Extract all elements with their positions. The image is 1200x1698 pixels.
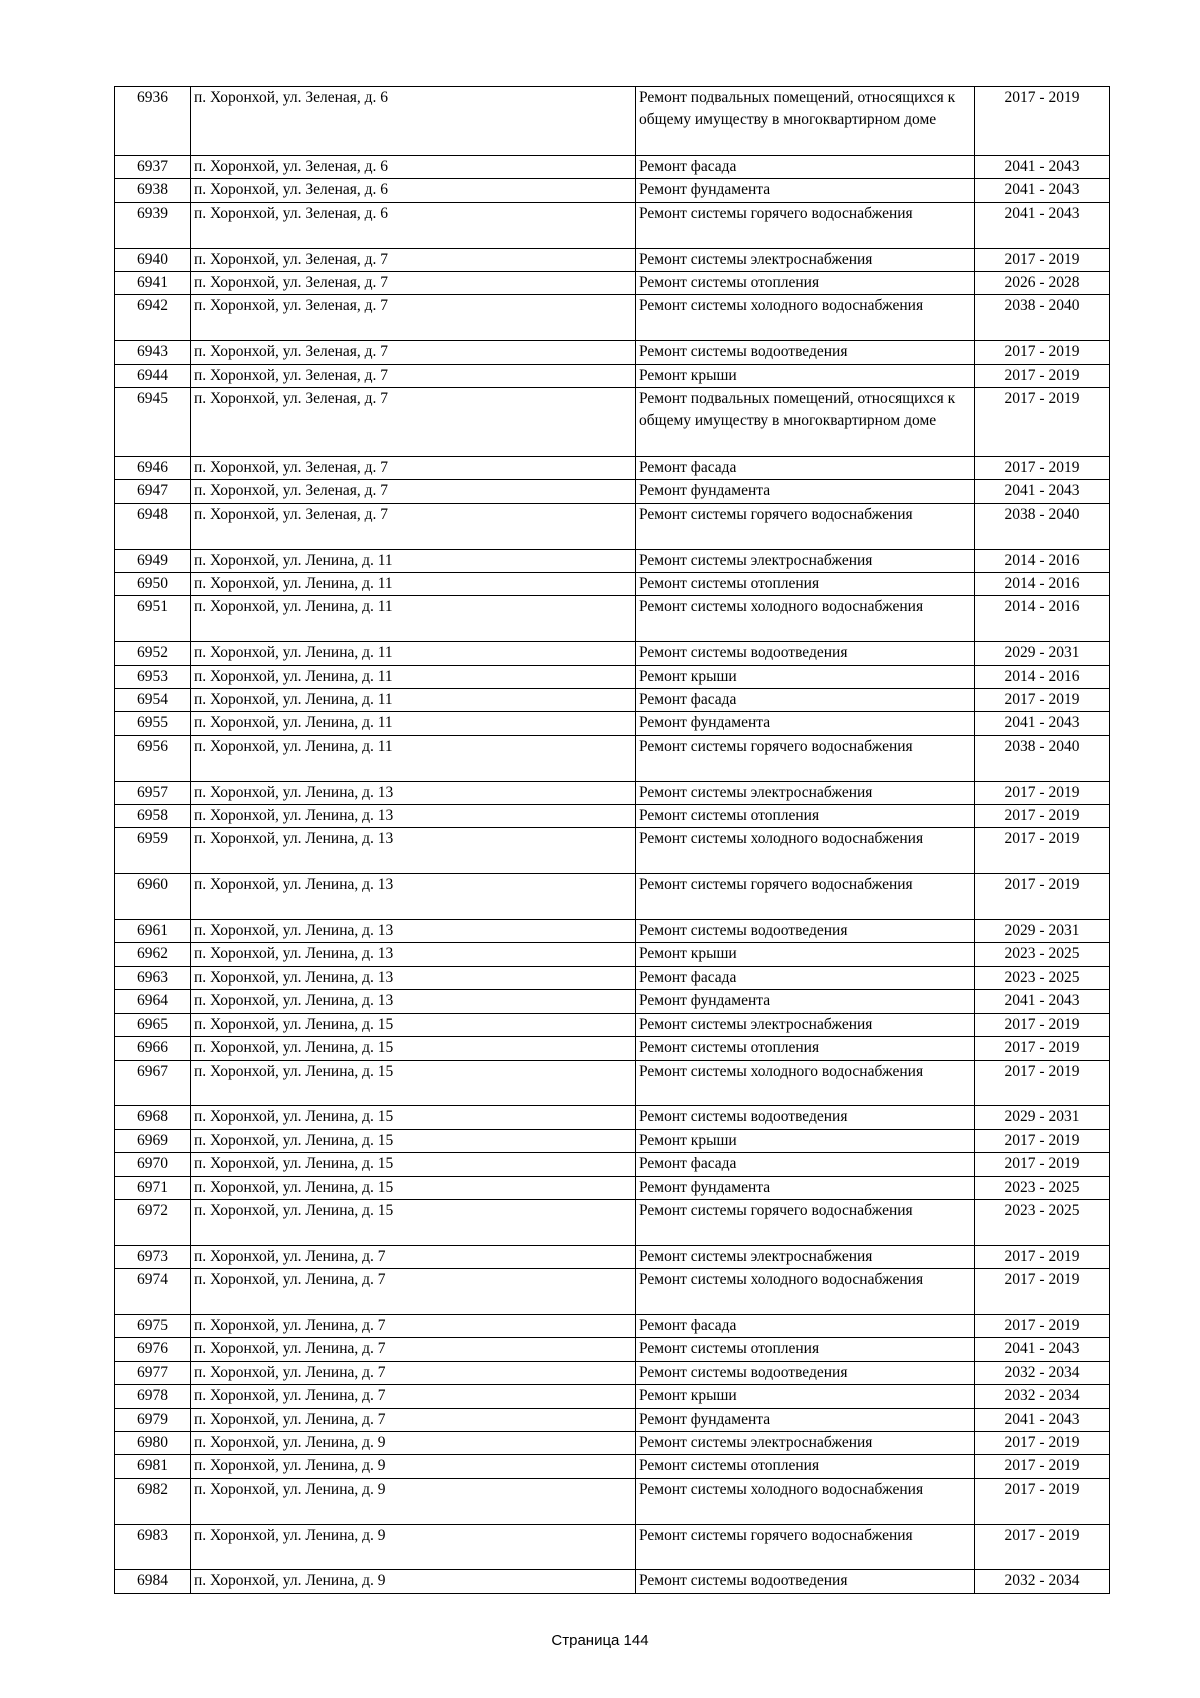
row-number: 6959 bbox=[115, 828, 191, 874]
row-address: п. Хоронхой, ул. Ленина, д. 9 bbox=[191, 1524, 636, 1570]
row-work-type: Ремонт фасада bbox=[636, 156, 975, 179]
row-period: 2023 - 2025 bbox=[975, 1199, 1110, 1245]
row-number: 6977 bbox=[115, 1361, 191, 1384]
row-number: 6960 bbox=[115, 874, 191, 920]
row-address: п. Хоронхой, ул. Зеленая, д. 7 bbox=[191, 503, 636, 549]
row-number: 6956 bbox=[115, 735, 191, 781]
row-number: 6947 bbox=[115, 480, 191, 503]
row-address: п. Хоронхой, ул. Ленина, д. 11 bbox=[191, 689, 636, 712]
row-period: 2041 - 2043 bbox=[975, 1338, 1110, 1361]
row-work-type: Ремонт системы холодного водоснабжения bbox=[636, 828, 975, 874]
row-period: 2017 - 2019 bbox=[975, 1314, 1110, 1337]
row-address: п. Хоронхой, ул. Ленина, д. 13 bbox=[191, 828, 636, 874]
row-period: 2038 - 2040 bbox=[975, 735, 1110, 781]
row-work-type: Ремонт системы горячего водоснабжения bbox=[636, 874, 975, 920]
row-period: 2017 - 2019 bbox=[975, 805, 1110, 828]
row-period: 2017 - 2019 bbox=[975, 1245, 1110, 1268]
table-row bbox=[115, 272, 1110, 295]
table-row bbox=[115, 1408, 1110, 1431]
table-row bbox=[115, 966, 1110, 989]
row-period: 2014 - 2016 bbox=[975, 573, 1110, 596]
table-row bbox=[115, 642, 1110, 665]
row-work-type: Ремонт системы горячего водоснабжения bbox=[636, 1524, 975, 1570]
row-period: 2041 - 2043 bbox=[975, 1408, 1110, 1431]
row-number: 6954 bbox=[115, 689, 191, 712]
row-period: 2017 - 2019 bbox=[975, 1013, 1110, 1036]
row-period: 2017 - 2019 bbox=[975, 1129, 1110, 1152]
row-address: п. Хоронхой, ул. Ленина, д. 15 bbox=[191, 1037, 636, 1060]
row-number: 6942 bbox=[115, 295, 191, 341]
row-number: 6981 bbox=[115, 1455, 191, 1478]
row-number: 6936 bbox=[115, 87, 191, 156]
row-address: п. Хоронхой, ул. Зеленая, д. 6 bbox=[191, 202, 636, 248]
row-address: п. Хоронхой, ул. Ленина, д. 7 bbox=[191, 1385, 636, 1408]
table-row bbox=[115, 990, 1110, 1013]
row-address: п. Хоронхой, ул. Ленина, д. 15 bbox=[191, 1199, 636, 1245]
table-row bbox=[115, 943, 1110, 966]
table-row bbox=[115, 1338, 1110, 1361]
row-period: 2017 - 2019 bbox=[975, 781, 1110, 804]
row-address: п. Хоронхой, ул. Зеленая, д. 7 bbox=[191, 295, 636, 341]
row-work-type: Ремонт системы горячего водоснабжения bbox=[636, 202, 975, 248]
row-work-type: Ремонт системы электроснабжения bbox=[636, 781, 975, 804]
row-number: 6966 bbox=[115, 1037, 191, 1060]
row-work-type: Ремонт системы отопления bbox=[636, 805, 975, 828]
row-address: п. Хоронхой, ул. Зеленая, д. 7 bbox=[191, 364, 636, 387]
row-number: 6978 bbox=[115, 1385, 191, 1408]
table-row bbox=[115, 1153, 1110, 1176]
row-address: п. Хоронхой, ул. Зеленая, д. 7 bbox=[191, 272, 636, 295]
row-period: 2017 - 2019 bbox=[975, 1060, 1110, 1106]
row-work-type: Ремонт фундамента bbox=[636, 480, 975, 503]
row-number: 6946 bbox=[115, 457, 191, 480]
row-period: 2023 - 2025 bbox=[975, 1176, 1110, 1199]
table-row bbox=[115, 874, 1110, 920]
row-address: п. Хоронхой, ул. Ленина, д. 13 bbox=[191, 943, 636, 966]
row-number: 6951 bbox=[115, 596, 191, 642]
row-number: 6948 bbox=[115, 503, 191, 549]
row-number: 6955 bbox=[115, 712, 191, 735]
row-work-type: Ремонт системы электроснабжения bbox=[636, 1431, 975, 1454]
table-row bbox=[115, 689, 1110, 712]
table-row bbox=[115, 781, 1110, 804]
row-work-type: Ремонт системы холодного водоснабжения bbox=[636, 596, 975, 642]
row-number: 6957 bbox=[115, 781, 191, 804]
table-row bbox=[115, 202, 1110, 248]
row-work-type: Ремонт фасада bbox=[636, 1153, 975, 1176]
row-address: п. Хоронхой, ул. Зеленая, д. 6 bbox=[191, 87, 636, 156]
row-number: 6958 bbox=[115, 805, 191, 828]
row-period: 2017 - 2019 bbox=[975, 87, 1110, 156]
row-work-type: Ремонт подвальных помещений, относящихся к общему имуществу в многоквартирном доме bbox=[636, 87, 975, 156]
row-number: 6976 bbox=[115, 1338, 191, 1361]
row-period: 2017 - 2019 bbox=[975, 1269, 1110, 1315]
row-period: 2041 - 2043 bbox=[975, 480, 1110, 503]
row-work-type: Ремонт фасада bbox=[636, 457, 975, 480]
row-number: 6984 bbox=[115, 1570, 191, 1593]
row-period: 2017 - 2019 bbox=[975, 828, 1110, 874]
row-period: 2029 - 2031 bbox=[975, 920, 1110, 943]
row-address: п. Хоронхой, ул. Зеленая, д. 7 bbox=[191, 248, 636, 271]
row-period: 2032 - 2034 bbox=[975, 1570, 1110, 1593]
row-number: 6962 bbox=[115, 943, 191, 966]
row-address: п. Хоронхой, ул. Ленина, д. 15 bbox=[191, 1176, 636, 1199]
table-row bbox=[115, 1385, 1110, 1408]
row-period: 2017 - 2019 bbox=[975, 1524, 1110, 1570]
row-work-type: Ремонт фундамента bbox=[636, 1176, 975, 1199]
row-number: 6938 bbox=[115, 179, 191, 202]
row-period: 2014 - 2016 bbox=[975, 665, 1110, 688]
row-work-type: Ремонт системы отопления bbox=[636, 1455, 975, 1478]
table-row bbox=[115, 1129, 1110, 1152]
row-address: п. Хоронхой, ул. Ленина, д. 7 bbox=[191, 1408, 636, 1431]
table-row bbox=[115, 596, 1110, 642]
row-period: 2023 - 2025 bbox=[975, 966, 1110, 989]
row-address: п. Хоронхой, ул. Ленина, д. 13 bbox=[191, 874, 636, 920]
row-period: 2041 - 2043 bbox=[975, 990, 1110, 1013]
row-work-type: Ремонт системы электроснабжения bbox=[636, 1245, 975, 1268]
row-address: п. Хоронхой, ул. Ленина, д. 7 bbox=[191, 1338, 636, 1361]
row-address: п. Хоронхой, ул. Ленина, д. 15 bbox=[191, 1060, 636, 1106]
row-number: 6944 bbox=[115, 364, 191, 387]
row-work-type: Ремонт подвальных помещений, относящихся к общему имуществу в многоквартирном доме bbox=[636, 388, 975, 457]
table-row bbox=[115, 1106, 1110, 1129]
row-number: 6967 bbox=[115, 1060, 191, 1106]
row-work-type: Ремонт фундамента bbox=[636, 990, 975, 1013]
row-address: п. Хоронхой, ул. Ленина, д. 11 bbox=[191, 735, 636, 781]
table-row bbox=[115, 1176, 1110, 1199]
row-work-type: Ремонт системы электроснабжения bbox=[636, 1013, 975, 1036]
row-address: п. Хоронхой, ул. Ленина, д. 7 bbox=[191, 1361, 636, 1384]
page-number: Страница 144 bbox=[551, 1632, 649, 1649]
row-address: п. Хоронхой, ул. Ленина, д. 15 bbox=[191, 1153, 636, 1176]
row-work-type: Ремонт системы водоотведения bbox=[636, 1361, 975, 1384]
table-row bbox=[115, 364, 1110, 387]
row-period: 2014 - 2016 bbox=[975, 549, 1110, 572]
row-address: п. Хоронхой, ул. Ленина, д. 11 bbox=[191, 665, 636, 688]
table-row bbox=[115, 87, 1110, 156]
row-period: 2029 - 2031 bbox=[975, 642, 1110, 665]
table-row bbox=[115, 480, 1110, 503]
row-address: п. Хоронхой, ул. Ленина, д. 13 bbox=[191, 990, 636, 1013]
table-row bbox=[115, 388, 1110, 457]
row-work-type: Ремонт крыши bbox=[636, 943, 975, 966]
row-number: 6964 bbox=[115, 990, 191, 1013]
row-period: 2017 - 2019 bbox=[975, 364, 1110, 387]
row-work-type: Ремонт системы горячего водоснабжения bbox=[636, 735, 975, 781]
row-address: п. Хоронхой, ул. Ленина, д. 13 bbox=[191, 966, 636, 989]
row-work-type: Ремонт системы холодного водоснабжения bbox=[636, 1269, 975, 1315]
row-number: 6941 bbox=[115, 272, 191, 295]
row-period: 2017 - 2019 bbox=[975, 457, 1110, 480]
table-row bbox=[115, 1269, 1110, 1315]
row-period: 2032 - 2034 bbox=[975, 1385, 1110, 1408]
row-address: п. Хоронхой, ул. Зеленая, д. 7 bbox=[191, 341, 636, 364]
row-work-type: Ремонт системы электроснабжения bbox=[636, 248, 975, 271]
row-number: 6983 bbox=[115, 1524, 191, 1570]
row-address: п. Хоронхой, ул. Ленина, д. 7 bbox=[191, 1245, 636, 1268]
table-row bbox=[115, 156, 1110, 179]
row-period: 2038 - 2040 bbox=[975, 295, 1110, 341]
row-work-type: Ремонт фундамента bbox=[636, 712, 975, 735]
row-address: п. Хоронхой, ул. Ленина, д. 9 bbox=[191, 1455, 636, 1478]
row-address: п. Хоронхой, ул. Ленина, д. 11 bbox=[191, 573, 636, 596]
row-number: 6973 bbox=[115, 1245, 191, 1268]
row-period: 2017 - 2019 bbox=[975, 1478, 1110, 1524]
table-row bbox=[115, 1570, 1110, 1593]
row-period: 2017 - 2019 bbox=[975, 874, 1110, 920]
row-work-type: Ремонт системы холодного водоснабжения bbox=[636, 1478, 975, 1524]
table-row bbox=[115, 712, 1110, 735]
row-address: п. Хоронхой, ул. Ленина, д. 13 bbox=[191, 805, 636, 828]
row-address: п. Хоронхой, ул. Ленина, д. 11 bbox=[191, 596, 636, 642]
row-period: 2017 - 2019 bbox=[975, 388, 1110, 457]
row-number: 6982 bbox=[115, 1478, 191, 1524]
row-number: 6961 bbox=[115, 920, 191, 943]
row-period: 2029 - 2031 bbox=[975, 1106, 1110, 1129]
row-number: 6970 bbox=[115, 1153, 191, 1176]
row-address: п. Хоронхой, ул. Ленина, д. 11 bbox=[191, 642, 636, 665]
row-number: 6953 bbox=[115, 665, 191, 688]
row-number: 6943 bbox=[115, 341, 191, 364]
row-address: п. Хоронхой, ул. Ленина, д. 13 bbox=[191, 781, 636, 804]
row-address: п. Хоронхой, ул. Ленина, д. 9 bbox=[191, 1570, 636, 1593]
table-row bbox=[115, 549, 1110, 572]
row-number: 6949 bbox=[115, 549, 191, 572]
row-work-type: Ремонт крыши bbox=[636, 1385, 975, 1408]
row-work-type: Ремонт системы отопления bbox=[636, 1037, 975, 1060]
row-work-type: Ремонт крыши bbox=[636, 665, 975, 688]
row-period: 2041 - 2043 bbox=[975, 202, 1110, 248]
table-row bbox=[115, 805, 1110, 828]
row-work-type: Ремонт системы горячего водоснабжения bbox=[636, 503, 975, 549]
row-work-type: Ремонт фасада bbox=[636, 689, 975, 712]
row-work-type: Ремонт крыши bbox=[636, 1129, 975, 1152]
row-number: 6945 bbox=[115, 388, 191, 457]
row-address: п. Хоронхой, ул. Ленина, д. 7 bbox=[191, 1269, 636, 1315]
row-work-type: Ремонт системы водоотведения bbox=[636, 1106, 975, 1129]
row-period: 2017 - 2019 bbox=[975, 1153, 1110, 1176]
table-row bbox=[115, 1245, 1110, 1268]
row-address: п. Хоронхой, ул. Ленина, д. 13 bbox=[191, 920, 636, 943]
row-address: п. Хоронхой, ул. Зеленая, д. 6 bbox=[191, 179, 636, 202]
row-address: п. Хоронхой, ул. Ленина, д. 7 bbox=[191, 1314, 636, 1337]
table-row bbox=[115, 341, 1110, 364]
row-work-type: Ремонт фасада bbox=[636, 966, 975, 989]
row-period: 2017 - 2019 bbox=[975, 248, 1110, 271]
row-period: 2041 - 2043 bbox=[975, 156, 1110, 179]
table-row bbox=[115, 1037, 1110, 1060]
table-row bbox=[115, 457, 1110, 480]
row-work-type: Ремонт крыши bbox=[636, 364, 975, 387]
table-row bbox=[115, 1431, 1110, 1454]
table-row bbox=[115, 179, 1110, 202]
row-period: 2041 - 2043 bbox=[975, 712, 1110, 735]
table-row bbox=[115, 735, 1110, 781]
row-address: п. Хоронхой, ул. Зеленая, д. 7 bbox=[191, 388, 636, 457]
row-number: 6969 bbox=[115, 1129, 191, 1152]
table-row bbox=[115, 1013, 1110, 1036]
table-body bbox=[115, 87, 1110, 1594]
row-number: 6971 bbox=[115, 1176, 191, 1199]
row-address: п. Хоронхой, ул. Ленина, д. 15 bbox=[191, 1129, 636, 1152]
table-row bbox=[115, 1060, 1110, 1106]
table-row bbox=[115, 295, 1110, 341]
row-work-type: Ремонт фасада bbox=[636, 1314, 975, 1337]
row-period: 2017 - 2019 bbox=[975, 341, 1110, 364]
table-row bbox=[115, 1478, 1110, 1524]
row-address: п. Хоронхой, ул. Ленина, д. 11 bbox=[191, 549, 636, 572]
table-row bbox=[115, 665, 1110, 688]
table-row bbox=[115, 1199, 1110, 1245]
row-work-type: Ремонт фундамента bbox=[636, 179, 975, 202]
row-period: 2017 - 2019 bbox=[975, 689, 1110, 712]
row-number: 6937 bbox=[115, 156, 191, 179]
row-address: п. Хоронхой, ул. Ленина, д. 15 bbox=[191, 1106, 636, 1129]
row-number: 6940 bbox=[115, 248, 191, 271]
row-work-type: Ремонт системы отопления bbox=[636, 272, 975, 295]
row-address: п. Хоронхой, ул. Ленина, д. 9 bbox=[191, 1431, 636, 1454]
repair-schedule-table bbox=[114, 86, 1110, 1594]
table-row bbox=[115, 1361, 1110, 1384]
table-row bbox=[115, 1455, 1110, 1478]
row-work-type: Ремонт системы водоотведения bbox=[636, 642, 975, 665]
row-address: п. Хоронхой, ул. Зеленая, д. 7 bbox=[191, 457, 636, 480]
row-work-type: Ремонт системы отопления bbox=[636, 573, 975, 596]
row-number: 6979 bbox=[115, 1408, 191, 1431]
row-number: 6965 bbox=[115, 1013, 191, 1036]
row-period: 2038 - 2040 bbox=[975, 503, 1110, 549]
table-row bbox=[115, 573, 1110, 596]
row-work-type: Ремонт системы отопления bbox=[636, 1338, 975, 1361]
row-number: 6939 bbox=[115, 202, 191, 248]
row-work-type: Ремонт системы горячего водоснабжения bbox=[636, 1199, 975, 1245]
table-row bbox=[115, 828, 1110, 874]
row-address: п. Хоронхой, ул. Зеленая, д. 6 bbox=[191, 156, 636, 179]
row-address: п. Хоронхой, ул. Ленина, д. 15 bbox=[191, 1013, 636, 1036]
row-period: 2041 - 2043 bbox=[975, 179, 1110, 202]
row-number: 6952 bbox=[115, 642, 191, 665]
row-period: 2014 - 2016 bbox=[975, 596, 1110, 642]
row-period: 2017 - 2019 bbox=[975, 1455, 1110, 1478]
row-number: 6968 bbox=[115, 1106, 191, 1129]
table-row bbox=[115, 1314, 1110, 1337]
row-number: 6980 bbox=[115, 1431, 191, 1454]
row-number: 6963 bbox=[115, 966, 191, 989]
row-work-type: Ремонт системы холодного водоснабжения bbox=[636, 295, 975, 341]
row-period: 2017 - 2019 bbox=[975, 1431, 1110, 1454]
row-work-type: Ремонт системы водоотведения bbox=[636, 920, 975, 943]
table-row bbox=[115, 248, 1110, 271]
row-work-type: Ремонт системы водоотведения bbox=[636, 1570, 975, 1593]
row-number: 6950 bbox=[115, 573, 191, 596]
row-work-type: Ремонт системы холодного водоснабжения bbox=[636, 1060, 975, 1106]
row-work-type: Ремонт системы водоотведения bbox=[636, 341, 975, 364]
row-number: 6975 bbox=[115, 1314, 191, 1337]
row-address: п. Хоронхой, ул. Ленина, д. 11 bbox=[191, 712, 636, 735]
row-work-type: Ремонт системы электроснабжения bbox=[636, 549, 975, 572]
row-period: 2017 - 2019 bbox=[975, 1037, 1110, 1060]
row-address: п. Хоронхой, ул. Ленина, д. 9 bbox=[191, 1478, 636, 1524]
row-period: 2032 - 2034 bbox=[975, 1361, 1110, 1384]
row-period: 2023 - 2025 bbox=[975, 943, 1110, 966]
row-number: 6974 bbox=[115, 1269, 191, 1315]
row-work-type: Ремонт фундамента bbox=[636, 1408, 975, 1431]
table-row bbox=[115, 1524, 1110, 1570]
row-period: 2026 - 2028 bbox=[975, 272, 1110, 295]
row-address: п. Хоронхой, ул. Зеленая, д. 7 bbox=[191, 480, 636, 503]
row-number: 6972 bbox=[115, 1199, 191, 1245]
table-row bbox=[115, 920, 1110, 943]
table-row bbox=[115, 503, 1110, 549]
